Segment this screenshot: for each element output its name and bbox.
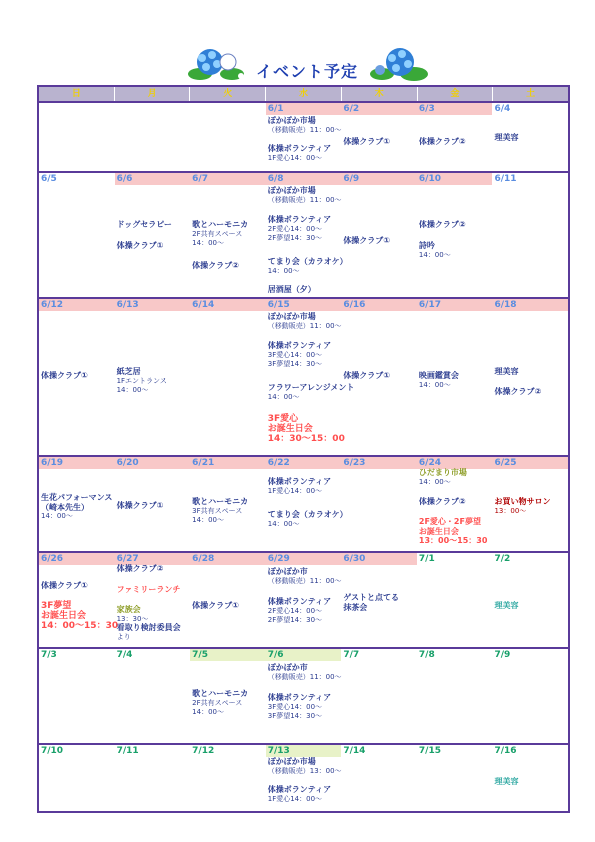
day-date: 6/12 — [39, 299, 115, 311]
day-cell[interactable] — [115, 553, 191, 647]
day-date: 6/8 — [266, 173, 342, 185]
day-cell[interactable] — [190, 649, 266, 743]
event-entry — [419, 220, 492, 230]
day-cell[interactable] — [341, 553, 417, 647]
weekday-header-row — [39, 87, 568, 103]
day-cell[interactable] — [115, 103, 191, 171]
event-text: 家族会 — [116, 605, 141, 614]
day-cell[interactable] — [39, 649, 115, 743]
day-date: 6/5 — [41, 174, 57, 184]
day-date: 7/7 — [343, 650, 360, 660]
event-entry — [192, 601, 265, 611]
day-date: 6/4 — [494, 104, 511, 114]
calendar-header — [0, 48, 595, 88]
event-text: お買い物サロン — [494, 497, 551, 506]
event-text: 14：00～ — [418, 380, 451, 389]
day-date: 6/14 — [190, 299, 266, 311]
day-date: 6/17 — [417, 299, 493, 311]
day-date: 6/28 — [190, 553, 266, 565]
event-text: 2F夢望14：30～ — [267, 234, 323, 242]
event-text: 3F夢望14：30～ — [267, 712, 323, 720]
day-cell[interactable] — [266, 649, 342, 743]
day-date: 6/3 — [417, 103, 493, 115]
event-text: 体操クラブ② — [494, 387, 542, 396]
event-entry — [268, 285, 341, 295]
day-cell[interactable] — [266, 457, 348, 551]
event-text: ぽかぽか市場 — [267, 312, 316, 321]
event-text: 体操クラブ① — [41, 581, 88, 590]
week-row — [39, 745, 568, 811]
day-cell[interactable] — [115, 457, 191, 551]
event-entry — [268, 785, 341, 804]
event-text: 3F愛心 — [267, 414, 299, 424]
day-date: 7/9 — [494, 650, 511, 660]
week-row — [39, 553, 568, 649]
day-date: 7/8 — [418, 650, 435, 660]
event-entry — [494, 367, 567, 377]
event-entry — [41, 581, 114, 591]
event-text: （移動販売）11：00～ — [267, 195, 342, 204]
event-text: 体操クラブ① — [192, 601, 239, 610]
event-text: 14：30～15：00 — [267, 434, 345, 444]
event-entry — [343, 137, 416, 147]
event-entry — [117, 564, 190, 574]
event-entry — [117, 220, 190, 230]
day-date: 6/22 — [266, 457, 342, 469]
event-entry — [268, 693, 341, 722]
event-text: 14：00～ — [192, 516, 224, 524]
event-entry — [117, 585, 190, 595]
day-date: 6/15 — [266, 299, 342, 311]
event-entry — [494, 777, 567, 787]
event-text: 映画鑑賞会 — [418, 371, 459, 380]
event-text: ぽかぽか市場 — [267, 116, 316, 125]
event-text: 歌とハーモニカ — [192, 497, 249, 506]
event-text: 14：00～ — [41, 512, 73, 520]
event-text: 体操クラブ① — [343, 236, 391, 245]
event-text: 体操クラブ② — [192, 261, 239, 270]
event-entry — [267, 257, 348, 276]
event-text: （移動販売）13：00～ — [267, 766, 342, 775]
event-text: 13：30～ — [116, 614, 149, 623]
event-entry — [268, 215, 341, 244]
day-cell[interactable] — [266, 745, 342, 811]
event-entry — [268, 116, 341, 135]
day-cell[interactable] — [190, 103, 266, 171]
day-cell[interactable] — [492, 103, 568, 171]
event-text: 2F愛心14：00～ — [267, 606, 323, 615]
event-text: 3F愛心14：00～ — [267, 702, 323, 711]
event-entry — [192, 497, 265, 526]
event-text: 14：00～ — [418, 250, 451, 259]
day-cell[interactable] — [266, 173, 348, 297]
day-cell[interactable] — [39, 103, 115, 171]
day-cell[interactable] — [417, 457, 493, 551]
event-text: 詩吟 — [418, 241, 435, 250]
event-text: ぽかぽか市 — [267, 663, 308, 672]
day-cell[interactable] — [492, 649, 568, 743]
day-date: 7/11 — [116, 746, 139, 756]
day-cell[interactable] — [492, 553, 568, 647]
day-date: 6/25 — [492, 457, 568, 469]
event-entry — [419, 371, 492, 390]
day-cell[interactable] — [417, 649, 493, 743]
week-row — [39, 299, 568, 457]
day-date: 6/20 — [115, 457, 191, 469]
event-text: 1F愛心14：00～ — [267, 794, 323, 803]
day-cell[interactable] — [190, 299, 266, 455]
event-entry — [41, 371, 114, 381]
event-entry — [117, 367, 190, 396]
event-entry — [343, 371, 416, 381]
event-text: 体操クラブ② — [418, 220, 466, 229]
day-date: 6/6 — [115, 173, 191, 185]
event-entry — [192, 689, 265, 718]
day-cell[interactable] — [190, 553, 266, 647]
day-date: 7/5 — [190, 649, 266, 661]
event-text: 体操ボランティア — [267, 144, 332, 153]
event-text: （崎本先生） — [41, 502, 89, 512]
event-text: てまり会（カラオケ） — [267, 257, 348, 266]
event-text: 紙芝居 — [116, 367, 141, 376]
day-date: 7/4 — [116, 650, 133, 660]
event-entry — [268, 144, 341, 163]
event-text: お誕生日会 — [41, 611, 87, 621]
event-text: 体操ボランティア — [267, 341, 332, 350]
event-text: 3F夢望14：30～ — [267, 360, 323, 368]
event-text: 体操クラブ② — [116, 564, 164, 573]
event-entry — [343, 236, 416, 246]
day-date: 7/15 — [418, 746, 441, 756]
event-text: 3F愛心14：00～ — [267, 350, 323, 359]
day-cell[interactable] — [417, 553, 493, 647]
day-cell[interactable] — [39, 173, 115, 297]
event-text: 2F共有スペース — [192, 229, 243, 238]
event-text: 14：00～ — [418, 477, 451, 486]
day-cell[interactable] — [39, 745, 115, 811]
event-text: 体操ボランティア — [267, 785, 332, 794]
day-date: 7/1 — [418, 554, 435, 564]
event-text: 14：00～ — [267, 519, 300, 528]
day-cell[interactable] — [492, 745, 568, 811]
event-text: ぽかぽか市場 — [267, 186, 316, 195]
event-entry — [419, 241, 492, 260]
day-date — [39, 103, 115, 115]
event-text: 体操クラブ① — [116, 241, 164, 250]
event-text: 2F愛心・2F夢望 — [418, 517, 481, 526]
event-entry — [343, 593, 416, 612]
day-cell[interactable] — [492, 299, 568, 455]
event-text: 3F夢望 — [41, 601, 72, 611]
event-text: 2F夢望14：30～ — [267, 616, 323, 624]
event-text: 体操ボランティア — [267, 693, 332, 702]
event-entry — [267, 510, 348, 529]
event-text: （移動販売）11：00～ — [267, 576, 342, 585]
day-date: 7/16 — [494, 746, 517, 756]
event-entry — [192, 220, 265, 249]
day-cell[interactable] — [341, 457, 417, 551]
event-text: お誕生日会 — [418, 526, 459, 536]
day-date: 7/14 — [343, 746, 366, 756]
event-text: 1F愛心14：00～ — [267, 153, 323, 162]
day-date: 7/13 — [266, 745, 342, 757]
event-entry — [267, 383, 355, 402]
day-date: 6/29 — [266, 553, 342, 565]
weekday-label: 月 — [115, 87, 191, 101]
event-entry — [117, 501, 190, 511]
event-entry — [268, 477, 341, 496]
day-date: 6/2 — [341, 103, 417, 115]
weekday-label: 日 — [39, 87, 115, 101]
event-text: ゲストと点てる — [343, 593, 399, 602]
day-date: 6/7 — [190, 173, 266, 185]
day-date: 6/18 — [492, 299, 568, 311]
event-text: 体操クラブ① — [116, 501, 164, 510]
event-text: 体操クラブ① — [41, 371, 88, 380]
day-date: 6/1 — [266, 103, 342, 115]
event-text: 1F愛心14：00～ — [267, 486, 323, 495]
event-text: 体操ボランティア — [267, 597, 332, 606]
week-row — [39, 649, 568, 745]
event-entry — [41, 493, 114, 522]
event-text: 13：00～ — [494, 506, 527, 515]
event-text: 14：00～ — [267, 266, 300, 275]
day-cell[interactable] — [115, 299, 191, 455]
day-cell[interactable] — [417, 299, 493, 455]
event-text: 体操クラブ② — [418, 497, 466, 506]
weekday-label: 木 — [342, 87, 418, 101]
event-text: ひだまり市場 — [418, 468, 467, 477]
event-text: 2F愛心14：00～ — [267, 224, 323, 233]
event-text: ぽかぽか市場 — [267, 757, 316, 766]
event-text: 3F共有スペース — [192, 506, 243, 515]
event-text: お誕生日会 — [267, 424, 313, 434]
week-row — [39, 103, 568, 173]
event-entry — [268, 186, 341, 205]
event-entry — [117, 241, 190, 251]
event-calendar — [37, 85, 570, 813]
event-text: 歌とハーモニカ — [192, 689, 249, 698]
hydrangea-right-icon — [368, 46, 430, 82]
day-cell[interactable] — [115, 173, 191, 297]
event-text: 13：00～15：30 — [418, 536, 488, 545]
day-cell[interactable] — [39, 457, 115, 551]
page-title: イベント予定 — [256, 62, 359, 81]
day-cell[interactable] — [492, 457, 568, 551]
event-entry — [268, 597, 341, 626]
event-entry — [494, 601, 567, 611]
day-date: 6/30 — [341, 553, 417, 565]
week-row — [39, 457, 568, 553]
day-cell[interactable] — [39, 299, 115, 455]
event-entry — [192, 261, 265, 271]
day-date: 6/13 — [115, 299, 191, 311]
event-entry — [494, 387, 567, 397]
day-date: 7/10 — [41, 746, 64, 756]
day-date: 6/10 — [417, 173, 493, 185]
day-cell[interactable] — [39, 553, 119, 647]
day-date — [190, 103, 266, 115]
day-date: 6/23 — [341, 457, 417, 469]
event-entry — [419, 468, 492, 487]
event-text: ファミリーランチ — [116, 585, 181, 594]
day-cell[interactable] — [190, 173, 266, 297]
event-text: 14：00～ — [192, 708, 224, 716]
day-cell[interactable] — [417, 103, 493, 171]
event-entry — [268, 312, 341, 331]
weekday-label: 金 — [418, 87, 494, 101]
day-date: 7/2 — [494, 554, 511, 564]
event-text: 1Fエントランス — [116, 376, 167, 385]
event-text: 生花パフォーマンス — [41, 493, 113, 502]
event-text: 14：00～15：30 — [41, 621, 119, 631]
event-text: 体操ボランティア — [267, 215, 332, 224]
event-entry — [268, 663, 341, 682]
day-cell[interactable] — [341, 299, 417, 455]
day-date: 6/9 — [341, 173, 417, 185]
event-entry — [268, 567, 341, 586]
day-date: 6/11 — [494, 174, 517, 184]
day-cell[interactable] — [492, 173, 568, 297]
day-cell[interactable] — [417, 173, 493, 297]
event-entry — [117, 605, 190, 624]
event-entry — [419, 497, 492, 507]
day-date: 6/16 — [341, 299, 417, 311]
event-entry — [419, 517, 492, 546]
event-entry — [419, 137, 492, 147]
event-text: 理美容 — [494, 601, 519, 610]
weekday-label: 水 — [266, 87, 342, 101]
event-entry — [494, 133, 567, 143]
event-text: 体操ボランティア — [267, 477, 332, 486]
event-entry — [268, 757, 341, 776]
day-cell[interactable] — [341, 173, 417, 297]
event-text: てまり会（カラオケ） — [267, 510, 348, 519]
weekday-label: 土 — [526, 89, 536, 99]
day-date: 6/24 — [417, 457, 493, 469]
event-text: ドッグセラピー — [116, 220, 172, 229]
event-text: 体操クラブ① — [343, 137, 391, 146]
event-text: 抹茶会 — [343, 602, 368, 612]
day-date: 6/26 — [39, 553, 115, 565]
event-text: 14：00～ — [116, 386, 149, 394]
week-row — [39, 173, 568, 299]
event-text: ぽかぽか市 — [267, 567, 308, 576]
event-text: より — [116, 632, 131, 641]
day-date — [115, 103, 191, 115]
day-cell[interactable] — [341, 103, 417, 171]
event-entry — [268, 341, 341, 370]
event-text: 理美容 — [494, 133, 519, 142]
day-cell[interactable] — [190, 457, 266, 551]
event-entry — [41, 601, 119, 631]
event-text: 看取り検討委員会 — [116, 623, 181, 632]
event-text: 居酒屋（夕） — [267, 285, 316, 294]
day-cell[interactable] — [341, 745, 417, 811]
day-date: 7/3 — [41, 650, 57, 660]
day-date: 6/19 — [39, 457, 115, 469]
day-cell[interactable] — [417, 745, 493, 811]
day-date: 7/6 — [266, 649, 342, 661]
event-text: （移動販売）11：00～ — [267, 672, 342, 681]
day-cell[interactable] — [341, 649, 417, 743]
event-text: 体操クラブ① — [343, 371, 391, 380]
day-cell[interactable] — [266, 103, 342, 171]
event-entry — [117, 623, 190, 642]
event-text: 理美容 — [494, 367, 519, 376]
event-text: 理美容 — [494, 777, 519, 786]
event-entry — [267, 414, 345, 444]
day-cell[interactable] — [115, 745, 191, 811]
day-date: 7/12 — [192, 746, 215, 756]
event-text: （移動販売）11：00～ — [267, 321, 342, 330]
event-text: （移動販売）11：00～ — [267, 125, 342, 134]
event-text: 14：00～ — [267, 392, 300, 401]
event-text: 2F共有スペース — [192, 698, 243, 707]
event-text: 14：00～ — [192, 239, 224, 247]
event-text: 歌とハーモニカ — [192, 220, 249, 229]
event-entry — [494, 497, 567, 516]
day-cell[interactable] — [115, 649, 191, 743]
event-text: フラワーアレンジメント — [267, 383, 355, 392]
day-cell[interactable] — [266, 553, 342, 647]
event-text: 体操クラブ② — [418, 137, 466, 146]
day-cell[interactable] — [190, 745, 266, 811]
weekday-label: 火 — [190, 87, 266, 101]
day-date: 6/21 — [190, 457, 266, 469]
hydrangea-left-icon — [186, 46, 248, 82]
day-date: 6/27 — [115, 553, 191, 565]
